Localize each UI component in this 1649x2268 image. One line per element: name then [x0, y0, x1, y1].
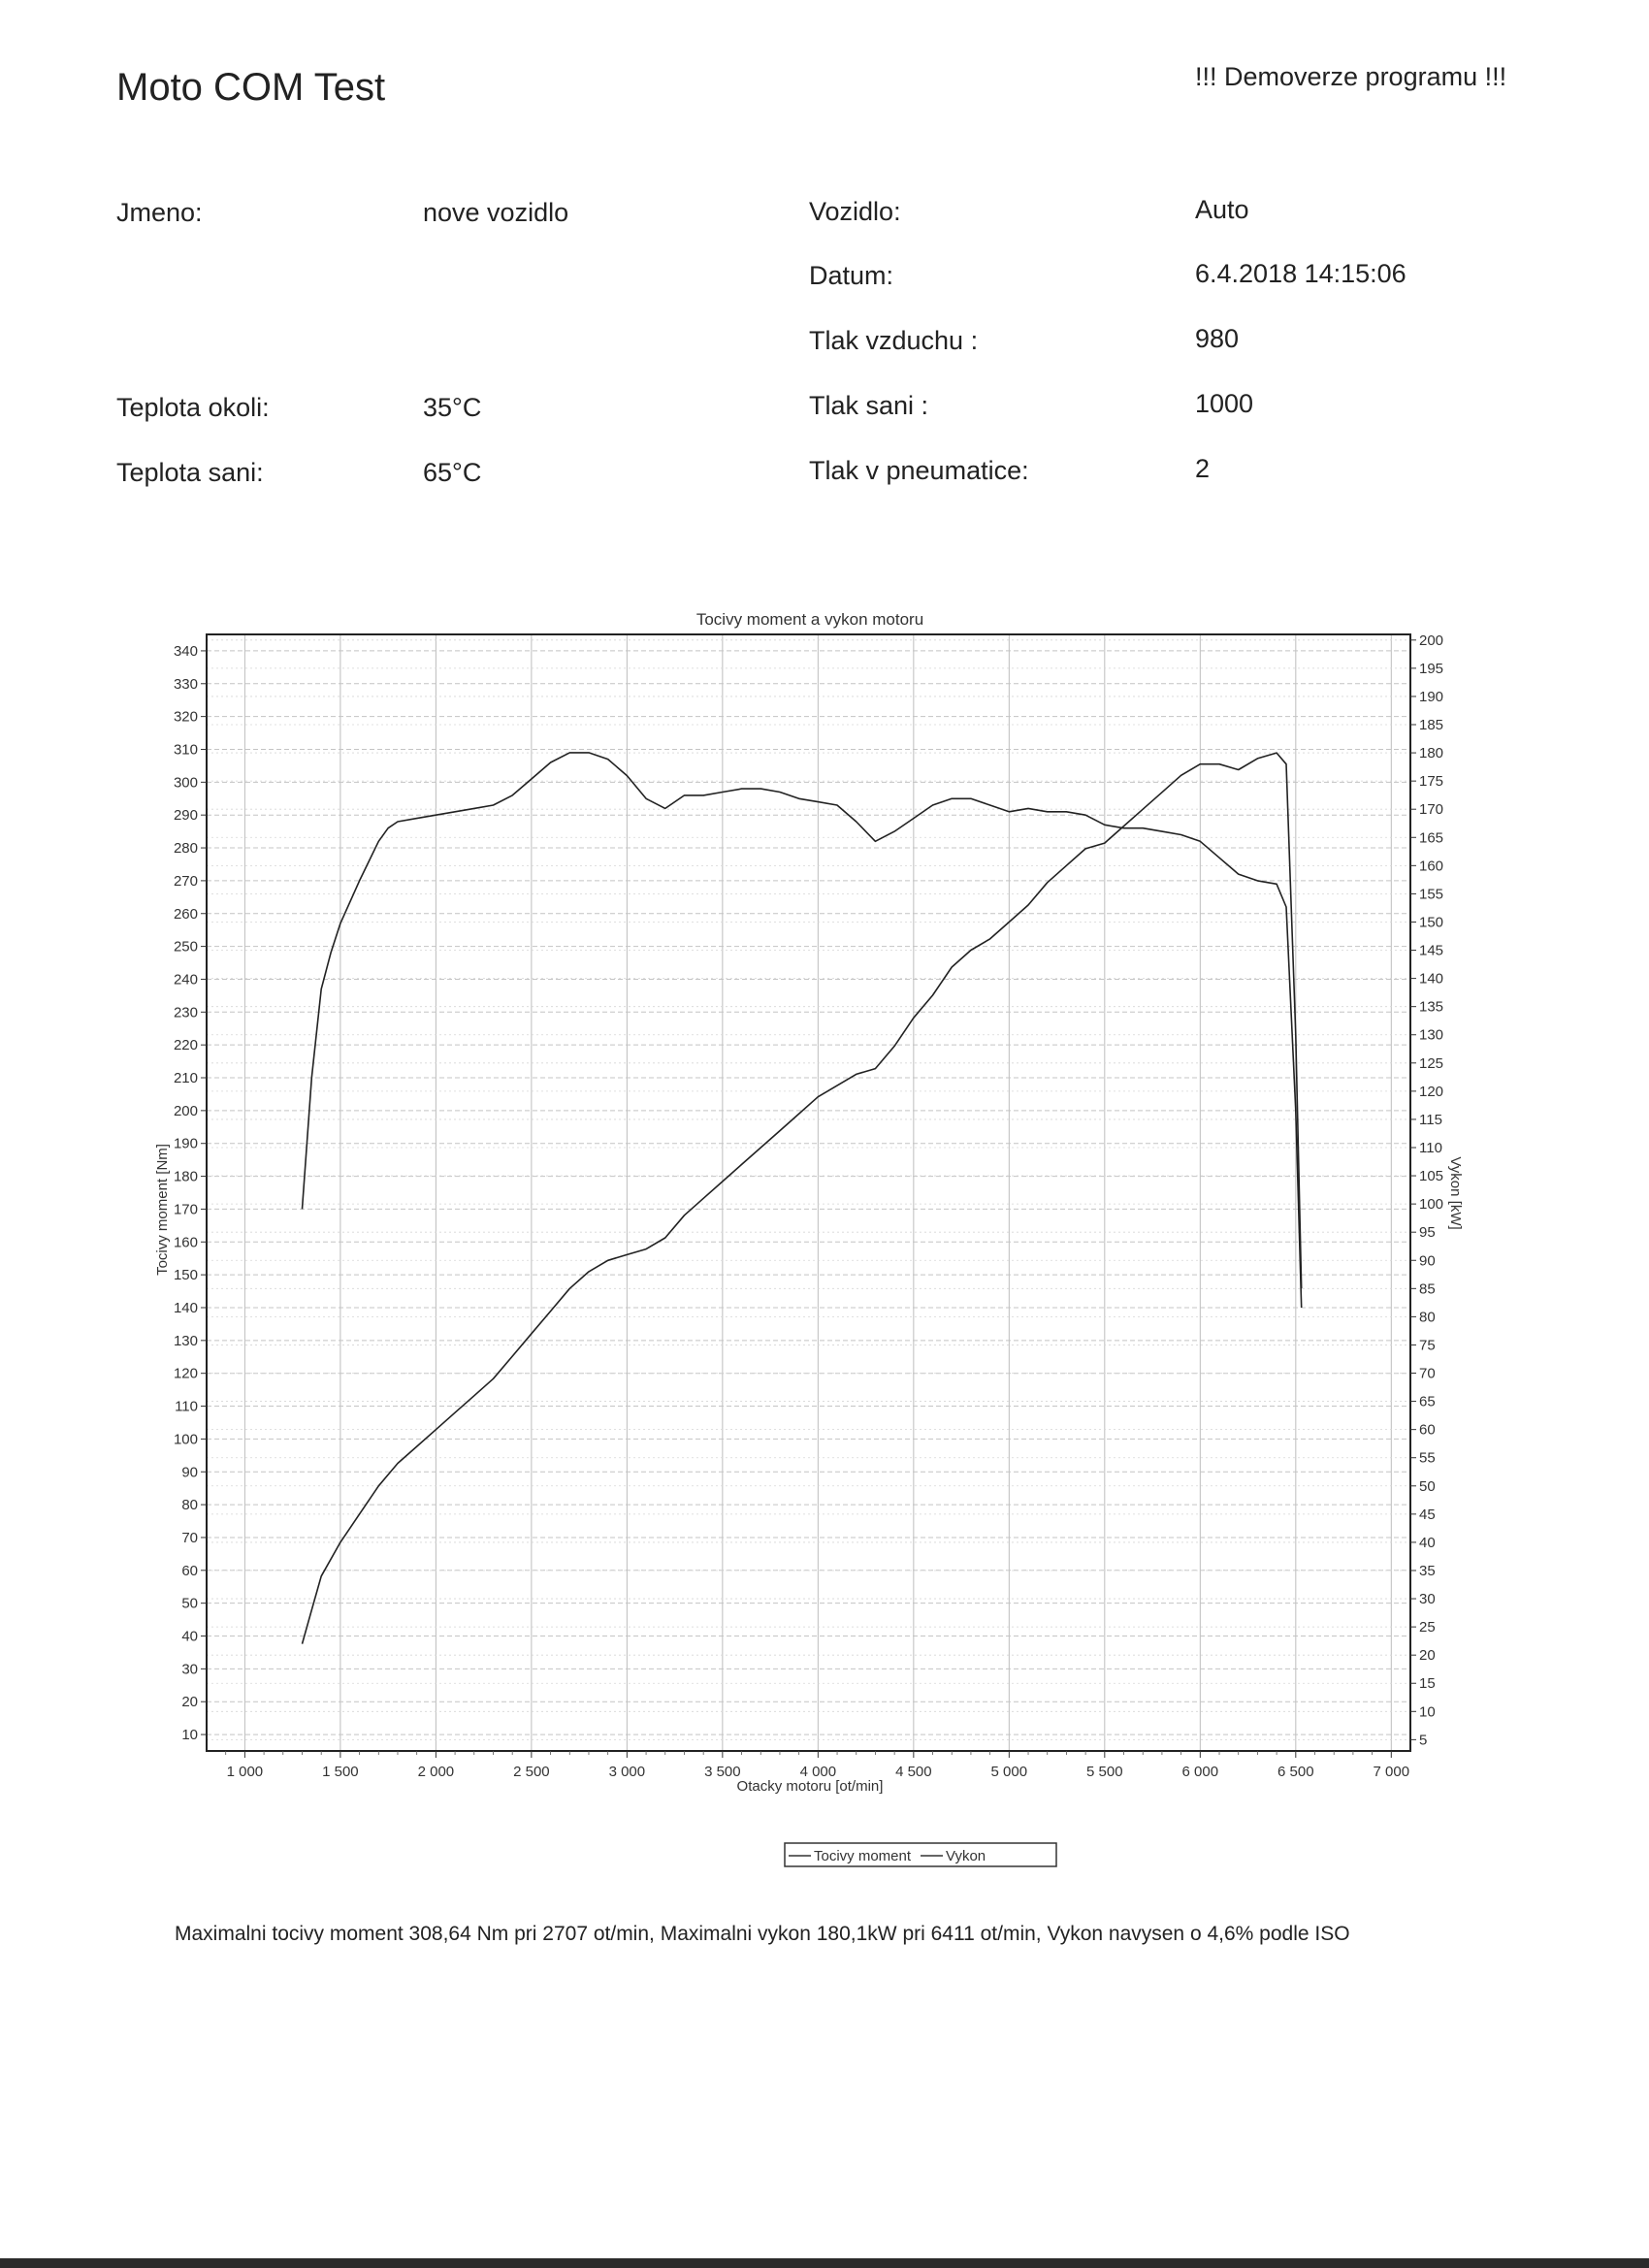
chart-ticks — [174, 632, 1443, 1780]
y2-tick-label: 130 — [1419, 1026, 1444, 1044]
y-tick-label: 100 — [173, 1431, 198, 1448]
y2-tick-label: 35 — [1419, 1562, 1436, 1579]
y2-tick-label: 80 — [1419, 1309, 1436, 1326]
y2-tick-label: 160 — [1419, 858, 1444, 875]
info-label-teplota-sani: Teplota sani: — [116, 458, 264, 487]
y-tick-label: 210 — [173, 1070, 198, 1087]
legend-label-power: Vykon — [946, 1848, 986, 1864]
summary-footer: Maximalni tocivy moment 308,64 Nm pri 2707 ot/min, Maximalni vykon 180,1kW pri 6411 ot/min, Vykon navysen o 4,6% podle ISO — [175, 1923, 1350, 1945]
demo-notice: !!! Demoverze programu !!! — [1195, 62, 1507, 91]
y-tick-label: 330 — [173, 675, 198, 693]
info-label-vozidlo: Vozidlo: — [809, 197, 901, 226]
y2-tick-label: 55 — [1419, 1449, 1436, 1467]
y2-tick-label: 175 — [1419, 773, 1444, 791]
y2-tick-label: 155 — [1419, 886, 1444, 903]
x-tick-label: 6 000 — [1181, 1764, 1219, 1780]
y2-axis-label: Vykon [kW] — [1447, 1156, 1464, 1230]
y-tick-label: 150 — [173, 1267, 198, 1284]
y-tick-label: 250 — [173, 938, 198, 956]
y2-tick-label: 110 — [1419, 1139, 1442, 1156]
x-tick-label: 4 500 — [895, 1764, 932, 1780]
y2-tick-label: 70 — [1419, 1365, 1436, 1382]
y-tick-label: 340 — [173, 642, 198, 660]
y2-tick-label: 180 — [1419, 745, 1444, 762]
y2-tick-label: 170 — [1419, 801, 1444, 819]
y-tick-label: 40 — [181, 1628, 198, 1645]
chart-series — [303, 753, 1302, 1644]
y2-tick-label: 185 — [1419, 717, 1444, 734]
info-label-teplota-okoli: Teplota okoli: — [116, 393, 270, 422]
y-tick-label: 80 — [181, 1497, 198, 1514]
y-tick-label: 270 — [173, 872, 198, 890]
info-label-tlak-v-pneumatice: Tlak v pneumatice: — [809, 456, 1029, 485]
y-axis-label: Tocivy moment [Nm] — [154, 1144, 171, 1276]
x-tick-label: 5 000 — [990, 1764, 1028, 1780]
page-title: Moto COM Test — [116, 66, 386, 109]
info-value-datum: 6.4.2018 14:15:06 — [1195, 259, 1406, 288]
y-tick-label: 190 — [173, 1135, 198, 1152]
y2-tick-label: 90 — [1419, 1252, 1436, 1270]
y2-tick-label: 140 — [1419, 970, 1444, 988]
info-value-teplota-okoli: 35°C — [423, 393, 482, 422]
y-tick-label: 60 — [181, 1562, 198, 1579]
y2-tick-label: 20 — [1419, 1647, 1436, 1665]
y-tick-label: 20 — [181, 1694, 198, 1711]
legend-label-torque: Tocivy moment — [814, 1848, 912, 1864]
x-tick-label: 7 000 — [1373, 1764, 1410, 1780]
info-value-tlak-sani: 1000 — [1195, 389, 1254, 418]
y2-tick-label: 125 — [1419, 1054, 1444, 1072]
y-tick-label: 90 — [181, 1464, 198, 1481]
y2-tick-label: 120 — [1419, 1083, 1444, 1100]
y-tick-label: 170 — [173, 1201, 198, 1218]
plot-frame — [207, 634, 1410, 1751]
y2-tick-label: 200 — [1419, 632, 1444, 649]
x-tick-label: 4 000 — [799, 1764, 837, 1780]
y-tick-label: 240 — [173, 971, 198, 988]
y2-tick-label: 75 — [1419, 1337, 1436, 1354]
chart-title: Tocivy moment a vykon motoru — [695, 610, 924, 629]
y2-tick-label: 165 — [1419, 829, 1444, 847]
y2-tick-label: 85 — [1419, 1280, 1436, 1298]
y-tick-label: 310 — [173, 741, 198, 759]
series-line-torque — [303, 753, 1302, 1308]
y2-tick-label: 60 — [1419, 1421, 1436, 1439]
y2-tick-label: 15 — [1419, 1675, 1436, 1693]
y-tick-label: 320 — [173, 708, 198, 726]
y2-tick-label: 10 — [1419, 1703, 1436, 1721]
scan-edge-bar — [0, 2258, 1649, 2268]
y2-tick-label: 135 — [1419, 998, 1444, 1016]
y-tick-label: 140 — [173, 1299, 198, 1316]
x-tick-label: 3 500 — [704, 1764, 741, 1780]
info-label-tlak-sani: Tlak sani : — [809, 391, 929, 420]
x-tick-label: 1 500 — [322, 1764, 359, 1780]
y-tick-label: 110 — [175, 1398, 198, 1415]
x-tick-label: 6 500 — [1277, 1764, 1314, 1780]
y2-tick-label: 145 — [1419, 942, 1444, 959]
x-tick-label: 5 500 — [1086, 1764, 1123, 1780]
info-value-vozidlo: Auto — [1195, 195, 1249, 224]
y2-tick-label: 5 — [1419, 1732, 1428, 1749]
y2-tick-label: 100 — [1419, 1196, 1444, 1214]
y-tick-label: 180 — [173, 1168, 198, 1185]
y-tick-label: 260 — [173, 905, 198, 923]
series-line-power — [303, 753, 1302, 1644]
chart-grid — [207, 634, 1410, 1751]
y2-tick-label: 105 — [1419, 1168, 1444, 1185]
y-tick-label: 30 — [181, 1661, 198, 1678]
y-tick-label: 120 — [173, 1365, 198, 1382]
y-tick-label: 220 — [173, 1037, 198, 1054]
info-label-jmeno: Jmeno: — [116, 198, 203, 227]
y2-tick-label: 150 — [1419, 914, 1444, 931]
y-tick-label: 130 — [173, 1332, 198, 1349]
info-label-datum: Datum: — [809, 261, 894, 290]
x-tick-label: 2 000 — [417, 1764, 455, 1780]
info-value-jmeno: nove vozidlo — [423, 198, 569, 227]
y2-tick-label: 195 — [1419, 660, 1444, 677]
x-axis-label: Otacky motoru [ot/min] — [736, 1778, 884, 1795]
y-tick-label: 160 — [173, 1234, 198, 1251]
y-tick-label: 230 — [173, 1004, 198, 1021]
y-tick-label: 10 — [181, 1727, 198, 1744]
y2-tick-label: 65 — [1419, 1393, 1436, 1410]
info-label-tlak-vzduchu: Tlak vzduchu : — [809, 326, 979, 355]
info-value-teplota-sani: 65°C — [423, 458, 482, 487]
chart-legend — [785, 1843, 1056, 1866]
x-tick-label: 2 500 — [513, 1764, 550, 1780]
y-tick-label: 300 — [173, 774, 198, 792]
y2-tick-label: 190 — [1419, 688, 1444, 705]
y2-tick-label: 115 — [1419, 1111, 1442, 1128]
y2-tick-label: 40 — [1419, 1534, 1436, 1551]
y2-tick-label: 50 — [1419, 1477, 1436, 1495]
y-tick-label: 200 — [173, 1102, 198, 1119]
y-tick-label: 50 — [181, 1595, 198, 1612]
y-tick-label: 70 — [181, 1529, 198, 1546]
y2-tick-label: 25 — [1419, 1619, 1436, 1636]
info-value-tlak-vzduchu: 980 — [1195, 324, 1240, 353]
y-tick-label: 290 — [173, 807, 198, 825]
x-tick-label: 1 000 — [226, 1764, 264, 1780]
y2-tick-label: 95 — [1419, 1224, 1436, 1242]
y2-tick-label: 30 — [1419, 1591, 1436, 1608]
x-tick-label: 3 000 — [608, 1764, 646, 1780]
info-value-tlak-v-pneumatice: 2 — [1195, 454, 1211, 483]
y2-tick-label: 45 — [1419, 1506, 1436, 1523]
y-tick-label: 280 — [173, 840, 198, 858]
